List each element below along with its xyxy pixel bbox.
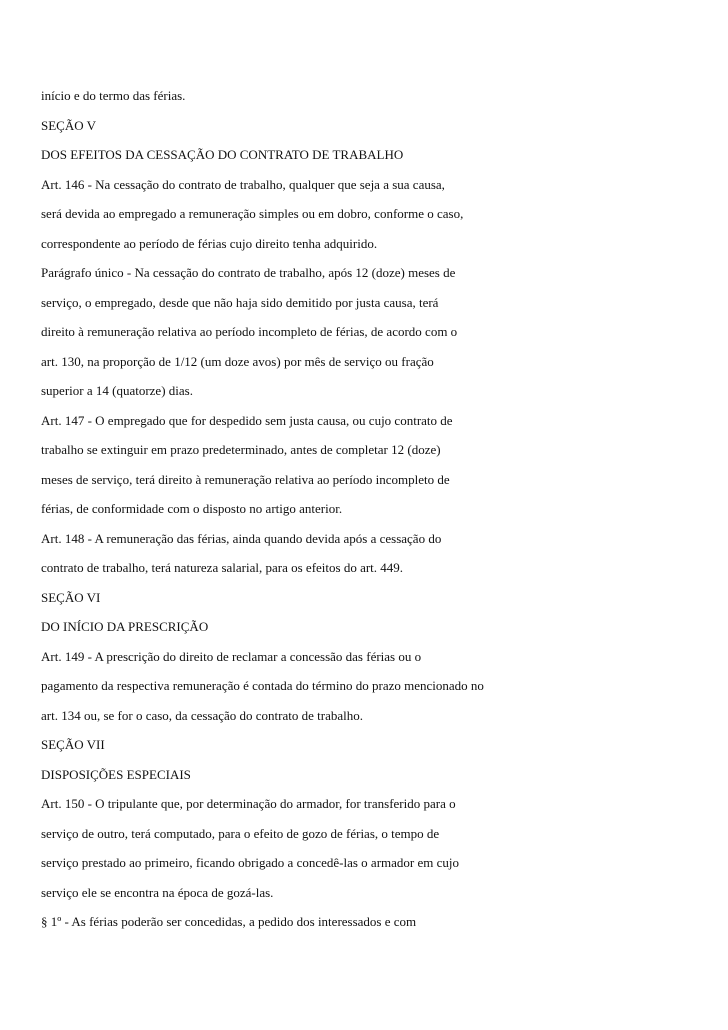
section-title: DOS EFEITOS DA CESSAÇÃO DO CONTRATO DE TRABALHO bbox=[41, 147, 404, 162]
article-149-line: Art. 149 - A prescrição do direito de reclamar a concessão das férias ou o bbox=[41, 648, 422, 664]
text-line: contrato de trabalho, terá natureza salarial, para os efeitos do art. 449. bbox=[41, 560, 404, 575]
text-line: art. 134 ou, se for o caso, da cessação do contrato de trabalho. bbox=[41, 707, 363, 723]
text-line: pagamento da respectiva remuneração é contada do término do prazo mencionado no bbox=[41, 678, 484, 693]
text-line: serviço, o empregado, desde que não haja sido demitido por justa causa, terá bbox=[41, 294, 439, 310]
article-147-line: Art. 147 - O empregado que for despedido sem justa causa, ou cujo contrato de bbox=[41, 412, 453, 428]
section-title: DO INÍCIO DA PRESCRIÇÃO bbox=[41, 619, 209, 634]
document-text bbox=[41, 86, 701, 942]
section-heading: SEÇÃO V bbox=[41, 117, 97, 133]
section-title: DISPOSIÇÕES ESPECIAIS bbox=[41, 766, 191, 782]
text-line: superior a 14 (quatorze) dias. bbox=[41, 383, 193, 398]
article-150-line: Art. 150 - O tripulante que, por determinação do armador, for transferido para o bbox=[41, 796, 456, 811]
text-line: serviço ele se encontra na época de gozá-las. bbox=[41, 884, 274, 900]
text-line: meses de serviço, terá direito à remuneração relativa ao período incompleto de bbox=[41, 471, 450, 487]
text-line: trabalho se extinguir em prazo predeterminado, antes de completar 12 (doze) bbox=[41, 442, 441, 457]
text-line: serviço de outro, terá computado, para o efeito de gozo de férias, o tempo de bbox=[41, 825, 440, 841]
paragraph-unico-line: Parágrafo único - Na cessação do contrato de trabalho, após 12 (doze) meses de bbox=[41, 265, 456, 280]
text-line: art. 130, na proporção de 1/12 (um doze avos) por mês de serviço ou fração bbox=[41, 353, 434, 369]
text-line: correspondente ao período de férias cujo direito tenha adquirido. bbox=[41, 235, 378, 251]
article-146-line: Art. 146 - Na cessação do contrato de trabalho, qualquer que seja a sua causa, bbox=[41, 176, 445, 192]
text-line: serviço prestado ao primeiro, ficando obrigado a concedê-las o armador em cujo bbox=[41, 855, 459, 870]
section-heading: SEÇÃO VI bbox=[41, 589, 101, 605]
paragraph-1-line: § 1º - As férias poderão ser concedidas, a pedido dos interessados e com bbox=[41, 914, 417, 929]
article-148-line: Art. 148 - A remuneração das férias, ainda quando devida após a cessação do bbox=[41, 530, 442, 546]
text-line: será devida ao empregado a remuneração simples ou em dobro, conforme o caso, bbox=[41, 206, 464, 221]
section-heading: SEÇÃO VII bbox=[41, 737, 105, 752]
text-line: início e do termo das férias. bbox=[41, 88, 186, 103]
text-line: direito à remuneração relativa ao período incompleto de férias, de acordo com o bbox=[41, 324, 458, 339]
text-line: férias, de conformidade com o disposto no artigo anterior. bbox=[41, 501, 343, 516]
